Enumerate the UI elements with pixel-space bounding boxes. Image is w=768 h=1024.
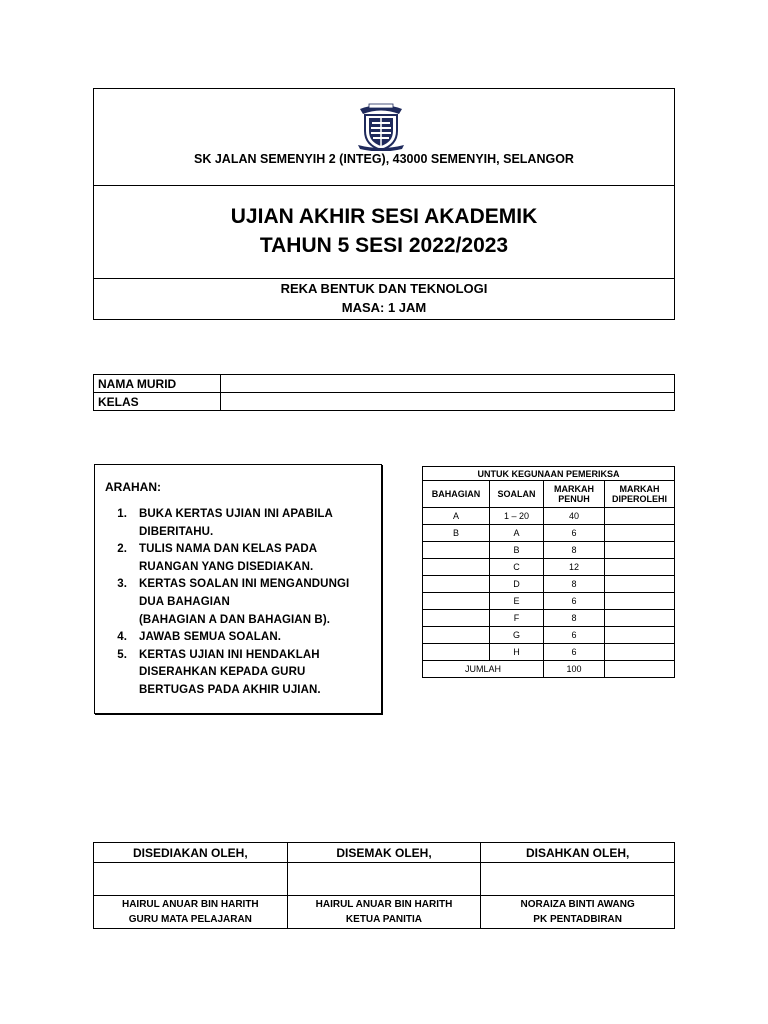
instruction-item [105, 506, 373, 541]
instruction-number: 5. [117, 648, 127, 661]
instruction-line: RUANGAN YANG DISEDIAKAN. [139, 560, 314, 573]
instruction-item [105, 647, 373, 700]
row-markah-penuh: 40 [544, 508, 605, 525]
total-label: JUMLAH [423, 661, 544, 678]
exam-duration: MASA: 1 JAM [341, 300, 427, 315]
row-soalan: A [490, 525, 544, 542]
row-markah-penuh: 8 [544, 542, 605, 559]
instruction-text [139, 506, 373, 541]
examiner-row [423, 542, 675, 559]
row-bahagian [423, 542, 490, 559]
checked-by-name: HAIRUL ANUAR BIN HARITH [315, 899, 453, 910]
row-markah-penuh: 6 [544, 644, 605, 661]
instruction-number: 3. [117, 578, 127, 591]
signoff-table [93, 842, 675, 929]
name-label: NAMA MURID [94, 375, 221, 393]
row-markah-penuh: 8 [544, 576, 605, 593]
row-soalan: G [490, 627, 544, 644]
row-bahagian [423, 559, 490, 576]
instruction-text [139, 629, 373, 647]
row-soalan: D [490, 576, 544, 593]
row-markah-penuh: 6 [544, 525, 605, 542]
class-row [94, 393, 675, 411]
row-soalan: B [490, 542, 544, 559]
examiner-row [423, 559, 675, 576]
checked-by-role: KETUA PANITIA [345, 914, 423, 925]
examiner-row [423, 576, 675, 593]
row-bahagian [423, 593, 490, 610]
checked-by-cell [287, 896, 481, 929]
instruction-line: DISERAHKAN KEPADA GURU [139, 666, 306, 679]
instruction-text [139, 541, 373, 576]
row-soalan: F [490, 610, 544, 627]
row-markah-penuh: 8 [544, 610, 605, 627]
row-markah-diperolehi[interactable] [605, 610, 675, 627]
row-markah-diperolehi[interactable] [605, 576, 675, 593]
instruction-line: BERTUGAS PADA AKHIR UJIAN. [139, 683, 321, 696]
exam-title-section [94, 185, 674, 279]
total-row [423, 661, 675, 678]
instruction-line: TULIS NAMA DAN KELAS PADA [139, 543, 318, 556]
prepared-by-name: HAIRUL ANUAR BIN HARITH [121, 899, 259, 910]
instruction-line: DUA BAHAGIAN [139, 595, 230, 608]
approved-by-role: PK PENTADBIRAN [533, 914, 623, 925]
prepared-signature-space[interactable] [94, 863, 288, 896]
row-soalan: E [490, 593, 544, 610]
row-bahagian [423, 576, 490, 593]
examiner-row [423, 525, 675, 542]
row-bahagian [423, 627, 490, 644]
row-bahagian: A [423, 508, 490, 525]
row-markah-diperolehi[interactable] [605, 559, 675, 576]
row-markah-penuh: 12 [544, 559, 605, 576]
instructions-title: ARAHAN: [105, 480, 161, 494]
exam-year: TAHUN 5 SESI 2022/2023 [259, 234, 509, 257]
instructions-list [105, 506, 373, 700]
row-markah-diperolehi[interactable] [605, 508, 675, 525]
approved-by-name: NORAIZA BINTI AWANG [520, 899, 635, 910]
instruction-number: 4. [117, 631, 127, 644]
col-markah-penuh: MARKAH PENUH [544, 481, 605, 508]
approved-by-label: DISAHKAN OLEH, [481, 843, 675, 863]
instruction-line: KERTAS SOALAN INI MENGANDUNGI [139, 578, 350, 591]
class-label: KELAS [94, 393, 221, 411]
examiner-table [422, 466, 675, 678]
examiner-row [423, 593, 675, 610]
checked-by-label: DISEMAK OLEH, [287, 843, 481, 863]
instruction-line: KERTAS UJIAN INI HENDAKLAH [139, 648, 320, 661]
student-info-table [93, 374, 675, 411]
approved-by-cell [481, 896, 675, 929]
row-markah-diperolehi[interactable] [605, 627, 675, 644]
row-soalan: 1 – 20 [490, 508, 544, 525]
exam-header [93, 88, 675, 320]
row-soalan: C [490, 559, 544, 576]
subject-section [94, 278, 674, 320]
instruction-number: 2. [117, 543, 127, 556]
instruction-number: 1. [117, 508, 127, 520]
row-soalan: H [490, 644, 544, 661]
row-bahagian: B [423, 525, 490, 542]
examiner-row [423, 610, 675, 627]
instruction-line: JAWAB SEMUA SOALAN. [139, 631, 282, 644]
total-full-marks: 100 [544, 661, 605, 678]
row-bahagian [423, 610, 490, 627]
row-markah-diperolehi[interactable] [605, 525, 675, 542]
approved-signature-space[interactable] [481, 863, 675, 896]
row-markah-diperolehi[interactable] [605, 593, 675, 610]
examiner-row [423, 508, 675, 525]
prepared-by-label: DISEDIAKAN OLEH, [94, 843, 288, 863]
instruction-line: DIBERITAHU. [139, 525, 214, 538]
instruction-line: BUKA KERTAS UJIAN INI APABILA [139, 508, 333, 520]
class-field[interactable] [221, 393, 675, 411]
row-markah-penuh: 6 [544, 627, 605, 644]
school-section [94, 89, 674, 186]
school-crest-icon [356, 101, 406, 151]
name-field[interactable] [221, 375, 675, 393]
examiner-row [423, 627, 675, 644]
instruction-text [139, 576, 373, 629]
school-name: SK JALAN SEMENYIH 2 (INTEG), 43000 SEMENYIH, SELANGOR [194, 152, 574, 166]
subject-name: REKA BENTUK DAN TEKNOLOGI [280, 281, 488, 296]
instruction-item [105, 576, 373, 629]
col-soalan: SOALAN [490, 481, 544, 508]
instruction-line: (BAHAGIAN A DAN BAHAGIAN B). [139, 613, 331, 626]
instruction-item [105, 629, 373, 647]
row-bahagian [423, 644, 490, 661]
prepared-by-role: GURU MATA PELAJARAN [128, 914, 252, 925]
instructions-box [94, 464, 382, 714]
examiner-table-title: UNTUK KEGUNAAN PEMERIKSA [423, 467, 675, 481]
instruction-item [105, 541, 373, 576]
checked-signature-space[interactable] [287, 863, 481, 896]
row-markah-diperolehi[interactable] [605, 644, 675, 661]
prepared-by-cell [94, 896, 288, 929]
row-markah-penuh: 6 [544, 593, 605, 610]
total-obtained[interactable] [605, 661, 675, 678]
row-markah-diperolehi[interactable] [605, 542, 675, 559]
col-markah-diperolehi: MARKAH DIPEROLEHI [605, 481, 675, 508]
exam-title: UJIAN AKHIR SESI AKADEMIK [230, 205, 538, 228]
instruction-text [139, 647, 373, 700]
examiner-row [423, 644, 675, 661]
name-row [94, 375, 675, 393]
col-bahagian: BAHAGIAN [423, 481, 490, 508]
